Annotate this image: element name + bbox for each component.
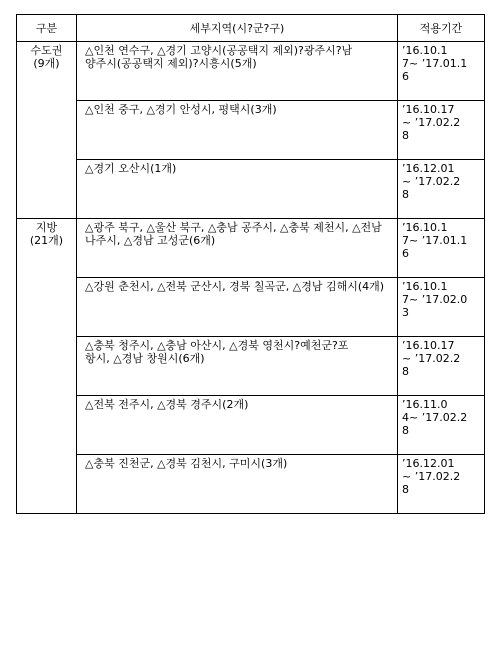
period-cell <box>398 160 485 219</box>
area-text: △전북 전주시, △경북 경주시(2개) <box>85 398 249 411</box>
area-cell <box>77 396 398 455</box>
area-text: △충북 진천군, △경북 김천시, 구미시(3개) <box>85 457 288 470</box>
table-row <box>17 396 485 455</box>
area-text: △인천 연수구, △경기 고양시(공공택지 제외)?광주시?남 양주시(공공택지 제외)?시흥시(5개) <box>85 44 353 70</box>
header-category: 구분 <box>17 15 77 42</box>
area-cell <box>77 455 398 514</box>
period-cell <box>398 455 485 514</box>
area-cell <box>77 278 398 337</box>
table-row <box>17 101 485 160</box>
header-detailed-region: 세부지역(시?군?구) <box>77 15 398 42</box>
area-cell <box>77 101 398 160</box>
section-label-line: 수도권 <box>30 44 63 57</box>
table-row <box>17 337 485 396</box>
period-text: ’16.12.01 ~ ’17.02.2 8 <box>402 457 461 496</box>
area-text: △강원 춘천시, △전북 군산시, 경북 칠곡군, △경남 김해시(4개) <box>85 280 385 293</box>
period-cell <box>398 42 485 101</box>
period-text: ’16.10.17 ~ ’17.02.2 8 <box>402 103 461 142</box>
area-text: △광주 북구, △울산 북구, △충남 공주시, △충북 제천시, △전남 나주시, △경남 고성군(6개) <box>85 221 382 247</box>
regulated-areas-table <box>16 14 485 514</box>
period-text: ’16.10.1 7~ ’17.01.1 6 <box>402 221 468 260</box>
section-label-count: (9개) <box>33 57 60 70</box>
table-row <box>17 160 485 219</box>
section-label-count: (21개) <box>29 234 64 247</box>
section-label-provincial <box>17 219 77 514</box>
section-label-line: 지방 <box>35 221 58 234</box>
period-text: ’16.11.0 4~ ’17.02.2 8 <box>402 398 468 437</box>
area-text: △경기 오산시(1개) <box>85 162 177 175</box>
table-header-row <box>17 15 485 42</box>
area-text: △충북 청주시, △충남 아산시, △경북 영천시?예천군?포 항시, △경남 창원시(6개) <box>85 339 349 365</box>
period-text: ’16.12.01 ~ ’17.02.2 8 <box>402 162 461 201</box>
period-cell <box>398 278 485 337</box>
area-cell <box>77 219 398 278</box>
period-cell <box>398 219 485 278</box>
area-cell <box>77 42 398 101</box>
area-cell <box>77 160 398 219</box>
table-row <box>17 42 485 101</box>
period-cell <box>398 101 485 160</box>
period-cell <box>398 396 485 455</box>
table-row <box>17 219 485 278</box>
area-text: △인천 중구, △경기 안성시, 평택시(3개) <box>85 103 277 116</box>
header-application-period: 적용기간 <box>398 15 485 42</box>
area-cell <box>77 337 398 396</box>
period-text: ’16.10.1 7~ ’17.02.0 3 <box>402 280 468 319</box>
period-cell <box>398 337 485 396</box>
section-label-capital-area <box>17 42 77 219</box>
table-row <box>17 455 485 514</box>
period-text: ’16.10.17 ~ ’17.02.2 8 <box>402 339 461 378</box>
table-row <box>17 278 485 337</box>
period-text: ’16.10.1 7~ ’17.01.1 6 <box>402 44 468 83</box>
